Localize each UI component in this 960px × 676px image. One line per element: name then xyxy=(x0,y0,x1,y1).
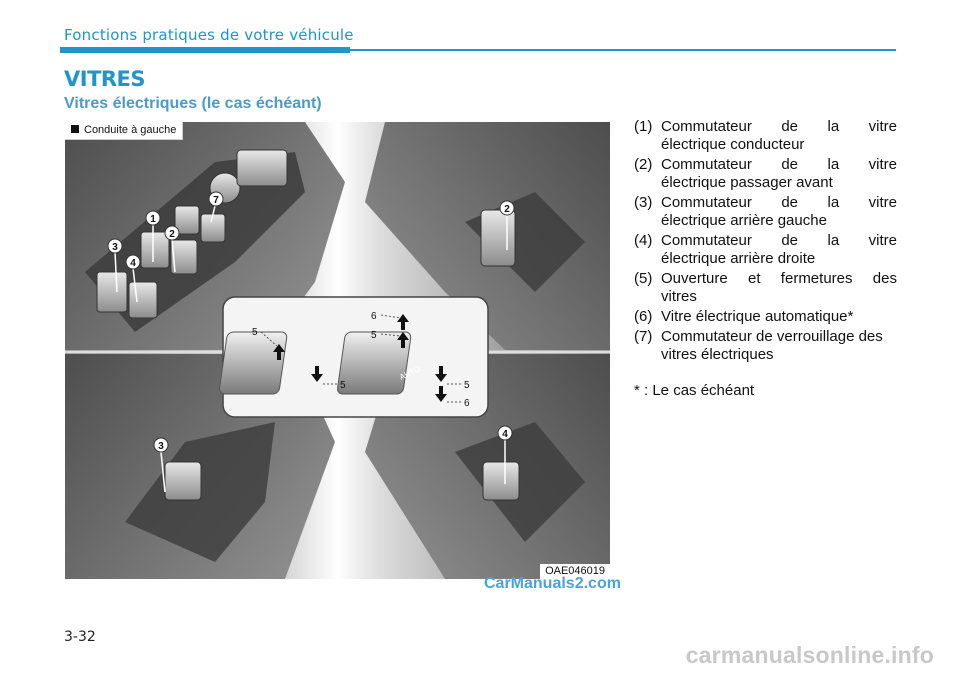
legend-num: (7) xyxy=(634,328,653,345)
legend-item xyxy=(634,194,897,230)
legend-item xyxy=(634,232,897,268)
legend-text: Commutateur de la vitre xyxy=(661,156,897,173)
footer-site-watermark: carmanualsonline.info xyxy=(685,642,934,668)
legend-text: Commutateur de la vitre xyxy=(661,118,897,135)
inset-label-5b: 5 xyxy=(340,380,346,391)
section-title: VITRES xyxy=(64,67,146,91)
callout-4: 4 xyxy=(502,429,508,440)
header-rule-thin xyxy=(350,49,896,51)
inset-label-6b: 6 xyxy=(464,398,470,409)
legend-item xyxy=(634,156,897,192)
legend-text-cont: vitres xyxy=(661,288,697,305)
legend-item xyxy=(634,328,897,364)
inset-label-5a: 5 xyxy=(252,327,258,338)
detail-inset xyxy=(219,297,488,417)
figure-label xyxy=(65,122,183,140)
callout-2-driver: 2 xyxy=(169,229,175,240)
legend-text-cont: électrique passager avant xyxy=(661,174,833,191)
legend-text: Commutateur de la vitre xyxy=(661,232,897,249)
subsection-title: Vitres électriques (le cas échéant) xyxy=(64,95,322,112)
legend-num: (2) xyxy=(634,156,653,173)
callout-1: 1 xyxy=(150,214,156,225)
auto-switch-text: AUTO xyxy=(398,364,422,382)
legend-text-cont: électrique arrière droite xyxy=(661,250,816,267)
legend-num: (4) xyxy=(634,232,653,249)
legend-text-cont: vitres électriques xyxy=(661,346,774,363)
legend-text: Commutateur de la vitre xyxy=(661,194,897,211)
legend-num: (3) xyxy=(634,194,653,211)
window-switches-figure xyxy=(65,122,610,579)
rear-left-switch xyxy=(165,462,201,500)
rear-right-switch xyxy=(483,462,519,500)
callout-3: 3 xyxy=(158,441,164,452)
manual-switch-drawing xyxy=(219,332,288,394)
inset-label-6a: 6 xyxy=(371,311,377,322)
inset-label-5d: 5 xyxy=(464,380,470,391)
legend-item xyxy=(634,118,897,154)
callout-4-driver: 4 xyxy=(130,258,136,269)
legend-num: (1) xyxy=(634,118,653,135)
figure-label-text: Conduite à gauche xyxy=(84,124,177,136)
legend-text-cont: électrique conducteur xyxy=(661,136,805,153)
door-panels-illustration xyxy=(65,122,610,579)
square-bullet-icon xyxy=(71,125,79,133)
legend-num: (5) xyxy=(634,270,653,287)
legend-text: Vitre électrique automatique* xyxy=(661,308,854,325)
callout-3-driver: 3 xyxy=(112,242,118,253)
front-passenger-switch xyxy=(481,210,515,266)
legend-text: Ouverture et fermetures des xyxy=(661,270,897,287)
header-rule-thick xyxy=(60,47,350,53)
figure-code: OAE046019 xyxy=(540,564,610,579)
inset-label-5c: 5 xyxy=(371,330,377,341)
legend-note: * : Le cas échéant xyxy=(634,382,755,399)
callout-7: 7 xyxy=(213,195,219,206)
legend-item xyxy=(634,270,897,306)
page-number: 3-32 xyxy=(64,629,96,645)
header-title: Fonctions pratiques de votre véhicule xyxy=(64,26,354,44)
watermark: CarManuals2.com xyxy=(484,575,621,592)
legend-list xyxy=(634,118,897,400)
legend-num: (6) xyxy=(634,308,653,325)
auto-switch-drawing xyxy=(337,332,412,394)
legend-item xyxy=(634,308,897,326)
legend-text-cont: électrique arrière gauche xyxy=(661,212,827,229)
legend-text: Commutateur de verrouillage des xyxy=(661,328,883,345)
callout-2: 2 xyxy=(504,204,510,215)
